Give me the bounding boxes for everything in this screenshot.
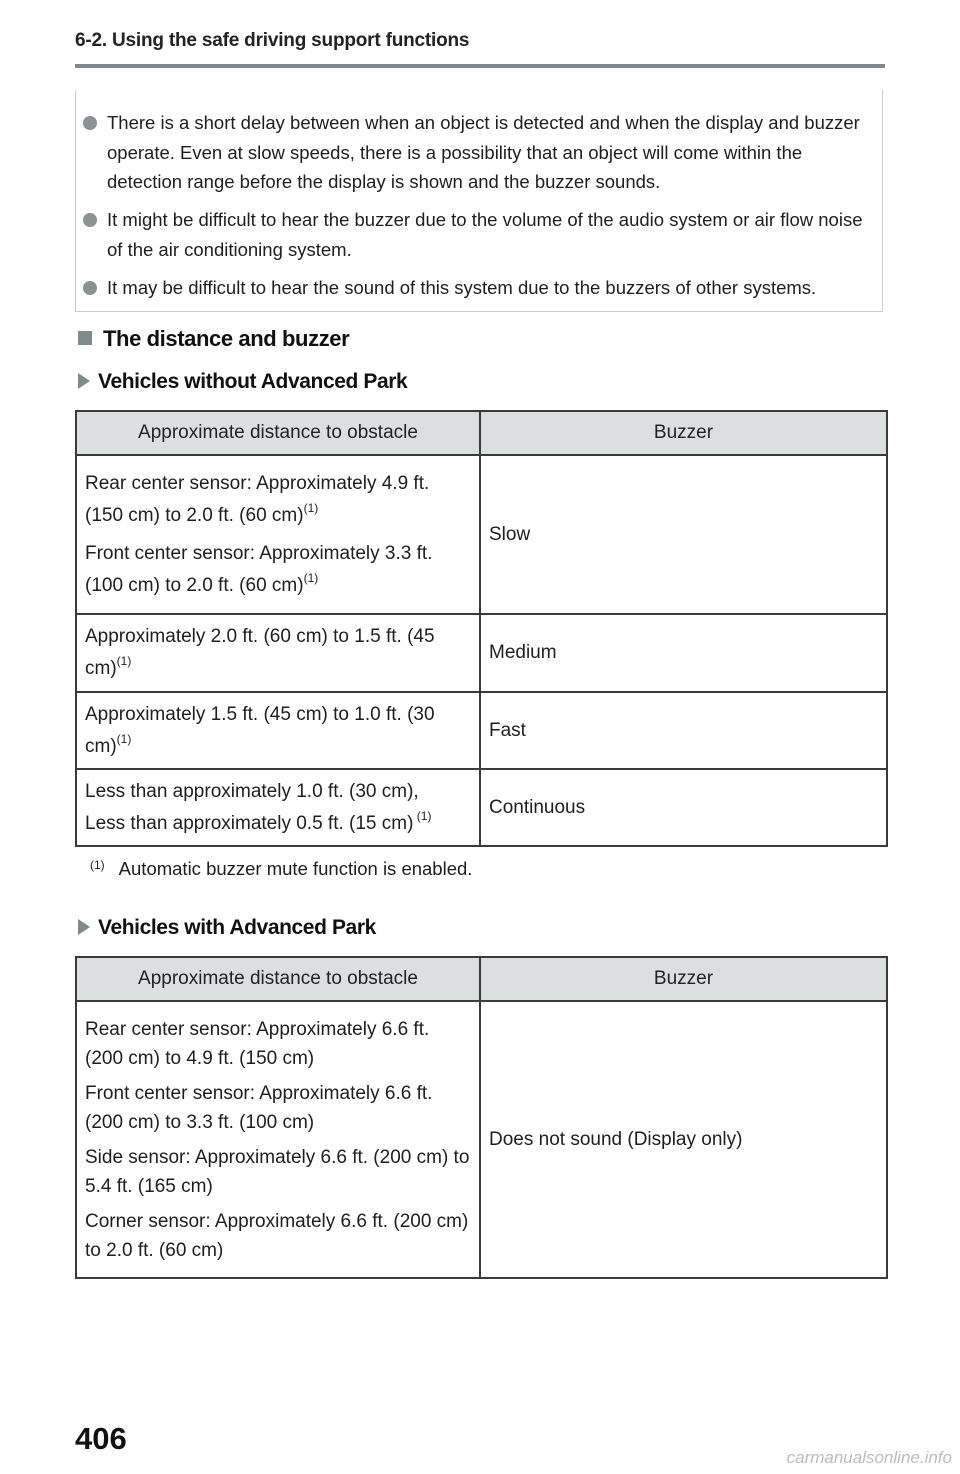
- buzzer-cell: Slow: [480, 455, 887, 614]
- distance-text: Less than approximately 0.5 ft. (15 cm): [85, 812, 414, 834]
- table-row: [76, 455, 887, 614]
- subheading-with-advanced-park: [78, 916, 376, 940]
- subheading-without-advanced-park: [78, 370, 407, 394]
- distance-line: Corner sensor: Approximately 6.6 ft. (200 cm) to 2.0 ft. (60 cm): [85, 1210, 469, 1261]
- triangle-bullet-icon: [78, 919, 90, 935]
- footnote-mark: (1): [90, 858, 105, 872]
- footnote-text: Automatic buzzer mute function is enabled.: [118, 858, 473, 879]
- watermark: carmanualsonline.info: [786, 1448, 952, 1467]
- distance-line: [85, 699, 471, 763]
- column-header-buzzer: Buzzer: [480, 411, 887, 455]
- bullet-icon: [83, 281, 97, 295]
- note-item: It might be difficult to hear the buzzer due to the volume of the audio system or air flow noise of the air conditioning system.: [107, 209, 863, 260]
- footnote-marker: (1): [116, 654, 132, 668]
- distance-line: [85, 468, 471, 532]
- subheading-text: Vehicles without Advanced Park: [98, 370, 408, 393]
- buzzer-cell: Does not sound (Display only): [480, 1001, 887, 1278]
- distance-text: Front center sensor: Approximately 3.3 ft. (100 cm) to 2.0 ft. (60 cm): [85, 542, 433, 596]
- distance-line: [85, 809, 471, 839]
- note-item: There is a short delay between when an object is detected and when the display and buzzer operate. Even at slow speeds, there is a possibility that an object will come within the detection range before the display is shown and the buzzer sounds.: [107, 112, 860, 192]
- square-bullet-icon: [78, 331, 92, 345]
- distance-buzzer-table: [75, 410, 888, 847]
- column-header-distance: Approximate distance to obstacle: [76, 957, 480, 1001]
- distance-text: Rear center sensor: Approximately 4.9 ft. (150 cm) to 2.0 ft. (60 cm): [85, 472, 430, 526]
- section-heading: [78, 326, 349, 352]
- distance-cell: [76, 614, 480, 692]
- distance-line: [85, 621, 471, 685]
- footnote-marker: (1): [116, 731, 132, 746]
- bullet-icon: [83, 116, 97, 130]
- bullet-icon: [83, 213, 97, 227]
- advanced-park-table: [75, 956, 888, 1279]
- column-header-buzzer: Buzzer: [480, 957, 887, 1001]
- distance-line: Side sensor: Approximately 6.6 ft. (200 cm) to 5.4 ft. (165 cm): [85, 1146, 470, 1197]
- table-row: [76, 614, 887, 692]
- table-row: [76, 1001, 887, 1278]
- distance-cell: [76, 1001, 480, 1278]
- distance-line: Front center sensor: Approximately 6.6 ft. (200 cm) to 3.3 ft. (100 cm): [85, 1082, 433, 1133]
- distance-line: Rear center sensor: Approximately 6.6 ft. (200 cm) to 4.9 ft. (150 cm): [85, 1018, 430, 1069]
- table-header-row: [76, 957, 887, 1001]
- distance-cell: [76, 769, 480, 846]
- header-divider: [75, 64, 885, 68]
- column-header-distance: Approximate distance to obstacle: [76, 411, 480, 455]
- distance-cell: [76, 692, 480, 769]
- buzzer-cell: Continuous: [480, 769, 887, 846]
- section-heading-text: The distance and buzzer: [103, 326, 350, 351]
- distance-line: [85, 538, 471, 602]
- subheading-text: Vehicles with Advanced Park: [98, 916, 376, 939]
- table-footnote: [90, 858, 472, 880]
- distance-text: Approximately 1.5 ft. (45 cm) to 1.0 ft. (30 cm): [85, 703, 435, 757]
- page-number: 406: [75, 1421, 127, 1456]
- distance-text: Less than approximately 1.0 ft. (30 cm),: [85, 780, 419, 802]
- footnote-marker: (1): [413, 808, 432, 823]
- footnote-marker: (1): [303, 570, 319, 585]
- section-header: 6-2. Using the safe driving support functions: [75, 30, 470, 51]
- table-row: [76, 692, 887, 769]
- triangle-bullet-icon: [78, 373, 90, 389]
- distance-line: [85, 777, 471, 807]
- table-header-row: [76, 411, 887, 455]
- table-row: [76, 769, 887, 846]
- buzzer-cell: Medium: [480, 614, 887, 692]
- distance-cell: [76, 455, 480, 614]
- distance-text: Approximately 2.0 ft. (60 cm) to 1.5 ft. (45 cm): [85, 626, 435, 679]
- buzzer-cell: Fast: [480, 692, 887, 769]
- note-item: It may be difficult to hear the sound of this system due to the buzzers of other systems.: [107, 277, 817, 298]
- footnote-marker: (1): [303, 500, 319, 515]
